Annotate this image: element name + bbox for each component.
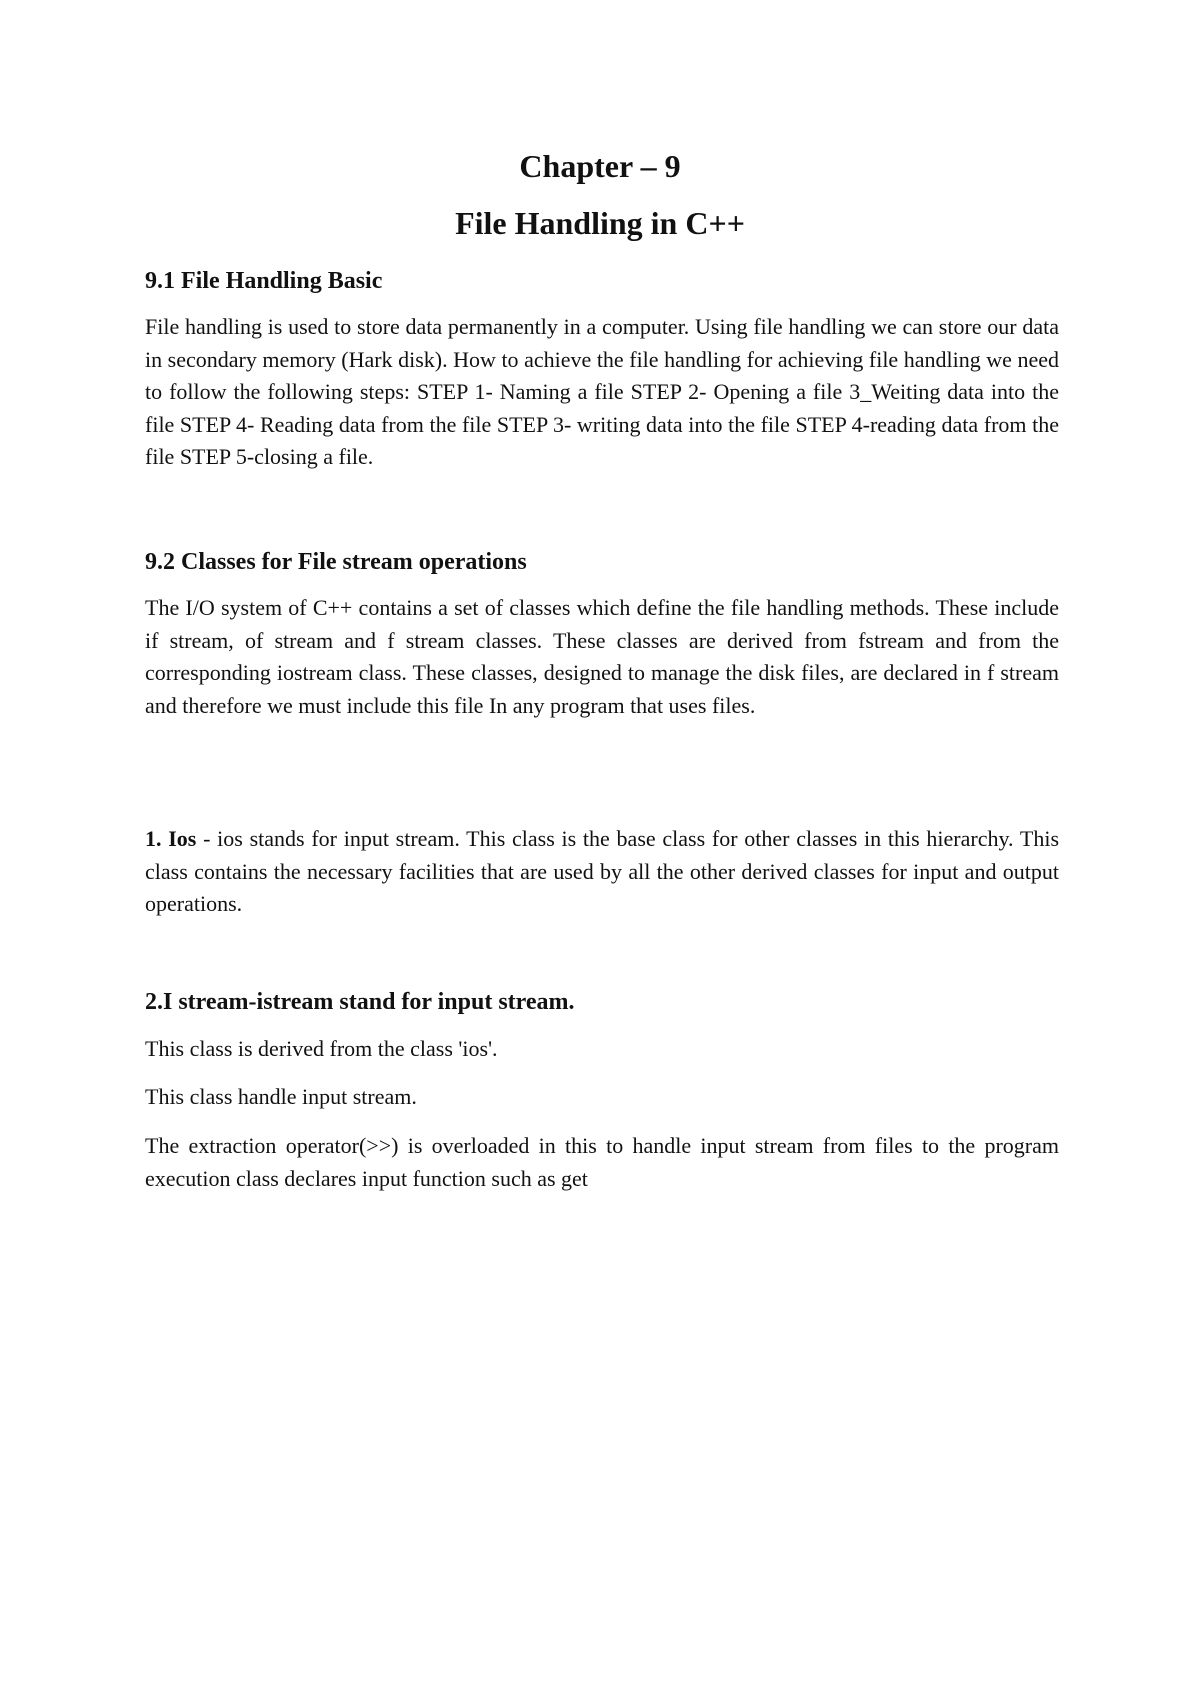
section-body-9-2: The I/O system of C++ contains a set of classes which define the file handling methods. These include if stream, of stream and f stream classes. These classes are derived from fstream and from the corresponding iostream class. These classes, designed to manage the disk files, are declared in f stream and therefore we must include this file In any program that uses files. (145, 595, 1059, 718)
chapter-label: Chapter – 9 (519, 148, 681, 184)
ios-lead: 1. Ios (145, 826, 197, 851)
istream-line-3: The extraction operator(>>) is overloaded in this to handle input stream from files to the program execution class declares input function such as get (145, 1133, 1059, 1191)
istream-line-2: This class handle input stream. (145, 1084, 417, 1109)
section-heading-9-2: 9.2 Classes for File stream operations (145, 549, 527, 575)
istream-line-1: This class is derived from the class 'ios'. (145, 1036, 498, 1061)
ios-paragraph (145, 823, 1059, 921)
ios-text: - ios stands for input stream. This class is the base class for other classes in this hierarchy. This class contains the necessary facilities that are used by all the other derived classes for input and output operations. (145, 826, 1060, 916)
chapter-title: File Handling in C++ (455, 205, 745, 241)
istream-heading: 2.I stream-istream stand for input stream. (145, 989, 575, 1015)
section-body-9-1: File handling is used to store data permanently in a computer. Using file handling we can store our data in secondary memory (Hark disk). How to achieve the file handling for achieving file handling we need to follow the following steps: STEP 1- Naming a file STEP 2- Opening a file 3_Weiting data into the file STEP 4- Reading data from the file STEP 3- writing data into the file STEP 4-reading data from the file STEP 5-closing a file. (145, 314, 1059, 469)
section-heading-9-1: 9.1 File Handling Basic (145, 268, 383, 294)
